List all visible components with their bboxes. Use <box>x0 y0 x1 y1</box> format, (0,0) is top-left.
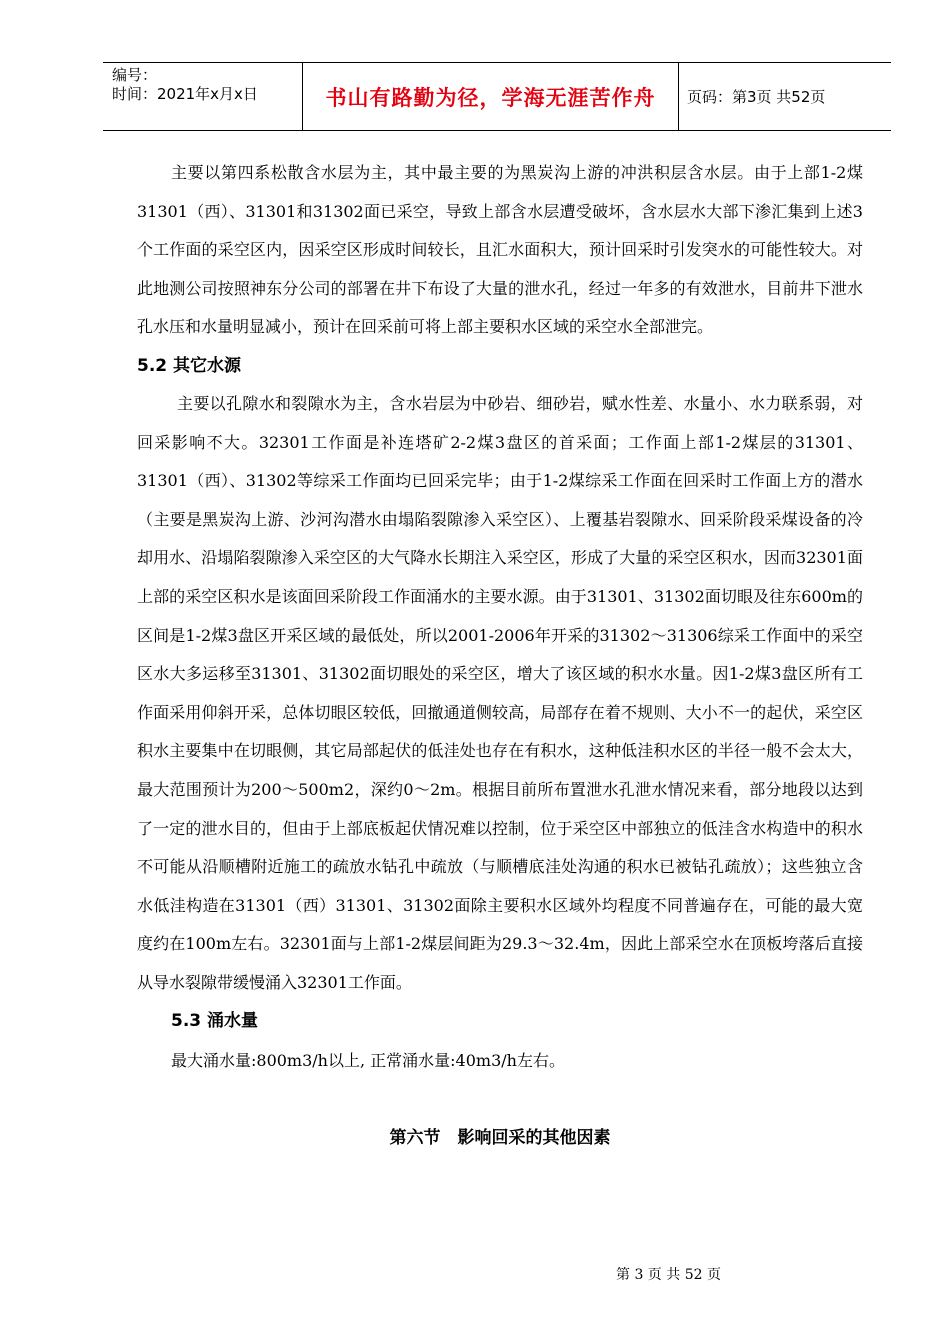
section-5-2-heading: 5.2 其它水源 <box>137 355 242 376</box>
document-number-label: 编号： <box>112 66 158 84</box>
section-5-3-paragraph: 最大涌水量:800m3/h以上, 正常涌水量:40m3/h左右。 <box>171 1051 565 1071</box>
header-page-info: 页码：第3页 共52页 <box>687 88 826 106</box>
page-header <box>103 62 891 131</box>
header-page-cell <box>679 63 891 130</box>
chapter-heading: 第六节 影响回采的其他因素 <box>389 1128 611 1149</box>
document-time-label: 时间：2021年x月x日 <box>112 85 258 103</box>
header-motto-cell <box>303 63 679 130</box>
footer-page-number: 第 3 页 共 52 页 <box>616 1267 721 1283</box>
section-5-1-paragraph: 主要以第四系松散含水层为主，其中最主要的为黑炭沟上游的冲洪积层含水层。由于上部1-2煤31301（西）、31301和31302面已采空，导致上部含水层遭受破坏，含水层水大部下渗汇集到上述3个工作面的采空区内，因采空区形成时间较长，且汇水面积大，预计回采时引发突水的可能性较大。对此地测公司按照神东分公司的部署在井下布设了大量的泄水孔，经过一年多的有效泄水，目前井下泄水孔水压和水量明显减小，预计在回采前可将上部主要积水区域的采空水全部泄完。 <box>137 163 863 337</box>
section-5-3-heading: 5.3 涌水量 <box>171 1011 259 1032</box>
header-meta-cell <box>103 63 303 130</box>
section-5-2-paragraph: 主要以孔隙水和裂隙水为主，含水岩层为中砂岩、细砂岩，赋水性差、水量小、水力联系弱，对回采影响不大。32301工作面是补连塔矿2-2煤3盘区的首采面；工作面上部1-2煤层的31301、31301（西）、31302等综采工作面均已回采完毕；由于1-2煤综采工作面在回采时工作面上方的潜水（主要是黑炭沟上游、沙河沟潜水由塌陷裂隙渗入采空区）、上覆基岩裂隙水、回采阶段采煤设备的冷却用水、沿塌陷裂隙渗入采空区的大气降水长期注入采空区，形成了大量的采空区积水，因而32301面上部的采空区积水是该面回采阶段工作面涌水的主要水源。由于31301、31302面切眼及往东600m的区间是1-2煤3盘区开采区域的最低处，所以2001-2006年开采的31302～31306综采工作面中的采空区水大多运移至31301、31302面切眼处的采空区，增大了该区域的积水水量。因1-2煤3盘区所有工作面采用仰斜开采，总体切眼区较低，回撤通道侧较高，局部存在着不规则、大小不一的起伏，采空区积水主要集中在切眼侧，其它局部起伏的低洼处也存在有积水，这种低洼积水区的半径一般不会太大，最大范围预计为200～500m2，深约0～2m。根据目前所布置泄水孔泄水情况来看，部分地段以达到了一定的泄水目的，但由于上部底板起伏情况难以控制，位于采空区中部独立的低洼含水构造中的积水不可能从沿顺槽附近施工的疏放水钻孔中疏放（与顺槽底洼处沟通的积水已被钻孔疏放）；这些独立含水低洼构造在31301（西）31301、31302面除主要积水区域外均程度不同普遍存在，可能的最大宽度约在100m左右。32301面与上部1-2煤层间距为29.3～32.4m，因此上部采空水在顶板垮落后直接从导水裂隙带缓慢涌入32301工作面。 <box>137 393 863 992</box>
document-body <box>137 154 863 1158</box>
header-motto: 书山有路勤为径，学海无涯苦作舟 <box>325 85 656 110</box>
